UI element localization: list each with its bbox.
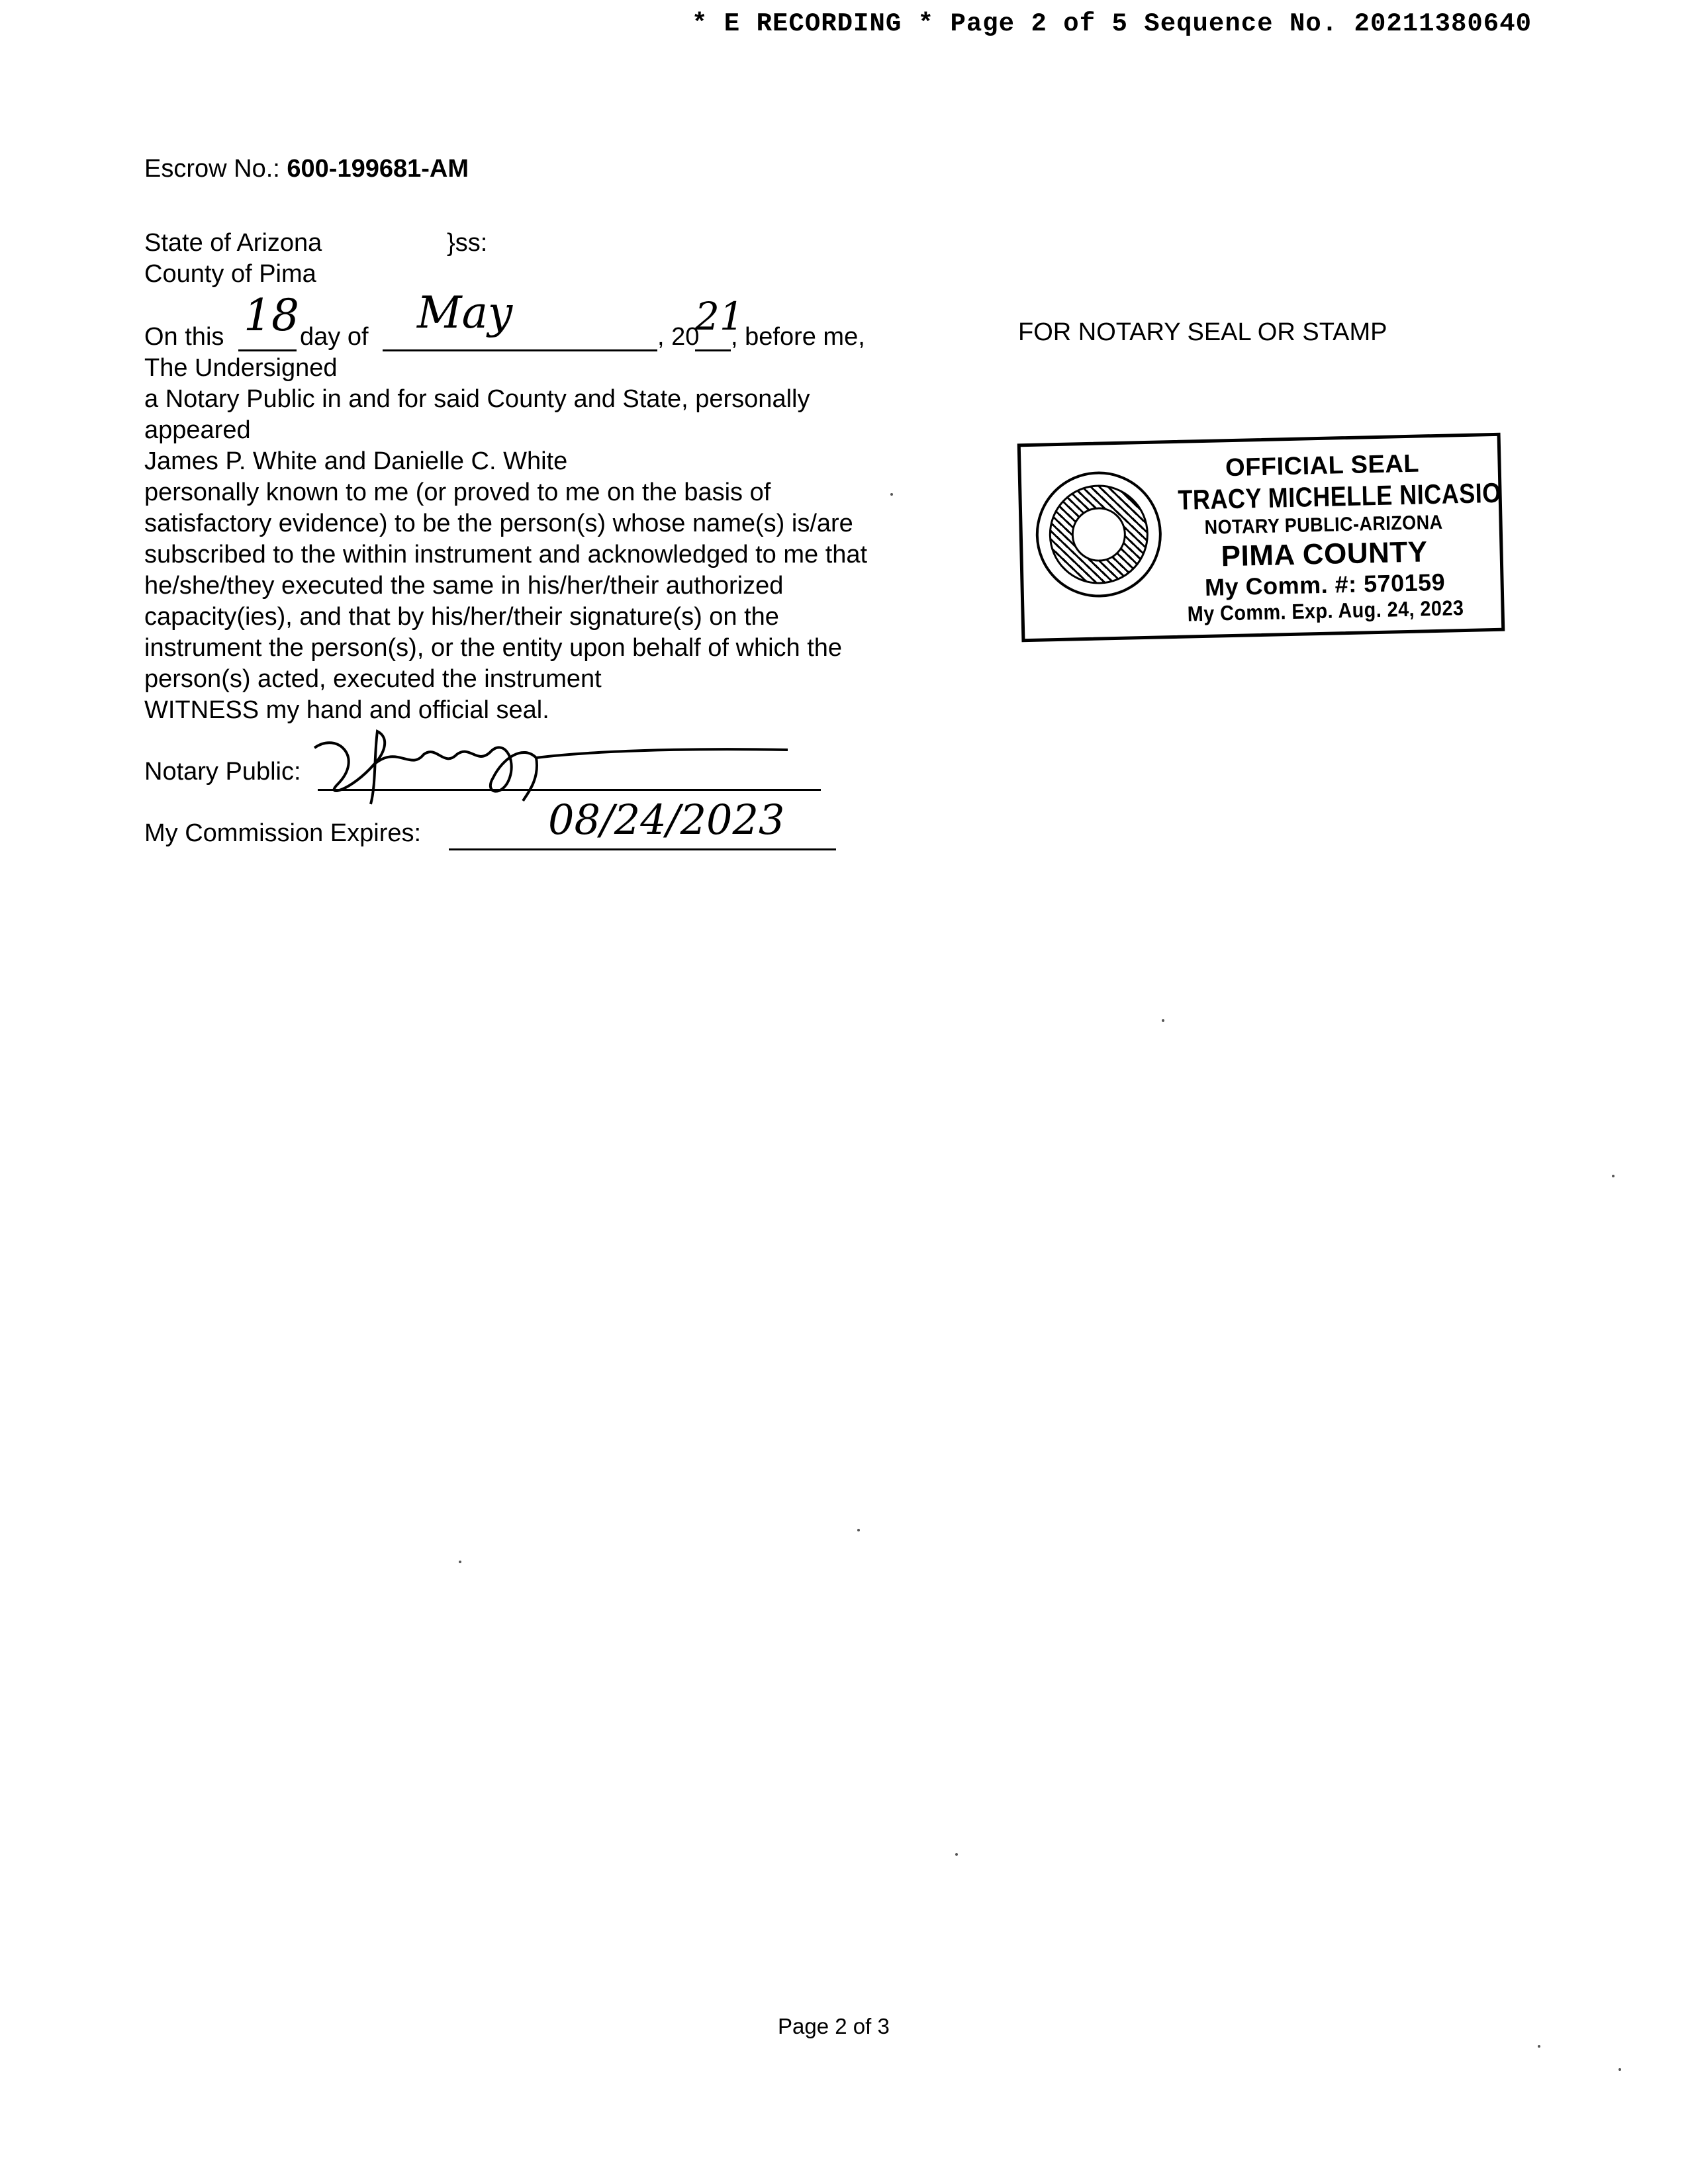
ack-line-9: instrument the person(s), or the entity upon behalf of which the [144,634,843,662]
ack-line-10: person(s) acted, executed the instrument [144,665,602,693]
stamp-comm-expiry: My Comm. Exp. Aug. 24, 2023 [1187,596,1464,626]
ack-line-11: WITNESS my hand and official seal. [144,696,549,724]
notary-stamp [1017,433,1505,642]
scan-speck [1162,1019,1164,1022]
venue-state: State of Arizona [144,229,322,257]
scan-speck [1538,2045,1540,2048]
recording-header: * E RECORDING * Page 2 of 5 Sequence No. 20211380640 [692,9,1532,38]
scan-speck [1618,2068,1621,2071]
escrow-number: 600-199681-AM [287,155,469,183]
ack-line-2: appeared [144,416,251,444]
notary-signature [311,718,814,807]
ack-line-5: satisfactory evidence) to be the person(s) whose name(s) is/are [144,510,853,537]
scan-speck [857,1529,860,1531]
year-handwritten: 21 [695,294,744,339]
year-field [695,294,744,351]
ack-line-8: capacity(ies), and that by his/her/their signature(s) on the [144,603,779,631]
stamp-role: NOTARY PUBLIC-ARIZONA [1204,511,1443,539]
state-seal-emblem [1035,470,1163,598]
scan-speck [955,1853,958,1856]
month-field [383,287,657,351]
page-number: Page 2 of 3 [778,2014,890,2038]
before-me-label: , before me, [731,323,865,351]
day-of-label: day of [300,323,369,351]
scan-speck [459,1561,461,1563]
commission-handwritten: 08/24/2023 [548,796,785,844]
scan-speck [890,493,893,496]
escrow-label: Escrow No.: [144,155,280,183]
commission-line [449,796,836,850]
stamp-name: TRACY MICHELLE NICASIO [1177,477,1502,516]
seal-area-label: FOR NOTARY SEAL OR STAMP [1018,318,1387,346]
escrow-line [144,154,469,185]
year-prefix: , 20 [657,323,700,351]
stamp-county: PIMA COUNTY [1221,535,1429,573]
officer-name: The Undersigned [144,354,338,382]
ack-line-3: James P. White and Danielle C. White [144,447,568,475]
ack-line-7: he/she/they executed the same in his/her/their authorized [144,572,784,600]
on-this-label: On this [144,323,224,351]
venue-ss: }ss: [447,229,488,257]
ack-line-4: personally known to me (or proved to me on the basis of [144,478,771,506]
day-handwritten: 18 [244,290,299,341]
ack-line-1: a Notary Public in and for said County and State, personally [144,385,810,413]
notary-public-label: Notary Public: [144,758,301,786]
month-handwritten: May [417,287,513,338]
day-field [238,290,299,351]
ack-line-6: subscribed to the within instrument and acknowledged to me that [144,541,868,569]
scan-speck [1612,1175,1615,1177]
commission-label: My Commission Expires: [144,819,422,847]
stamp-title: OFFICIAL SEAL [1225,449,1420,482]
stamp-comm-number: My Comm. #: 570159 [1204,568,1446,601]
venue-county: County of Pima [144,260,316,288]
